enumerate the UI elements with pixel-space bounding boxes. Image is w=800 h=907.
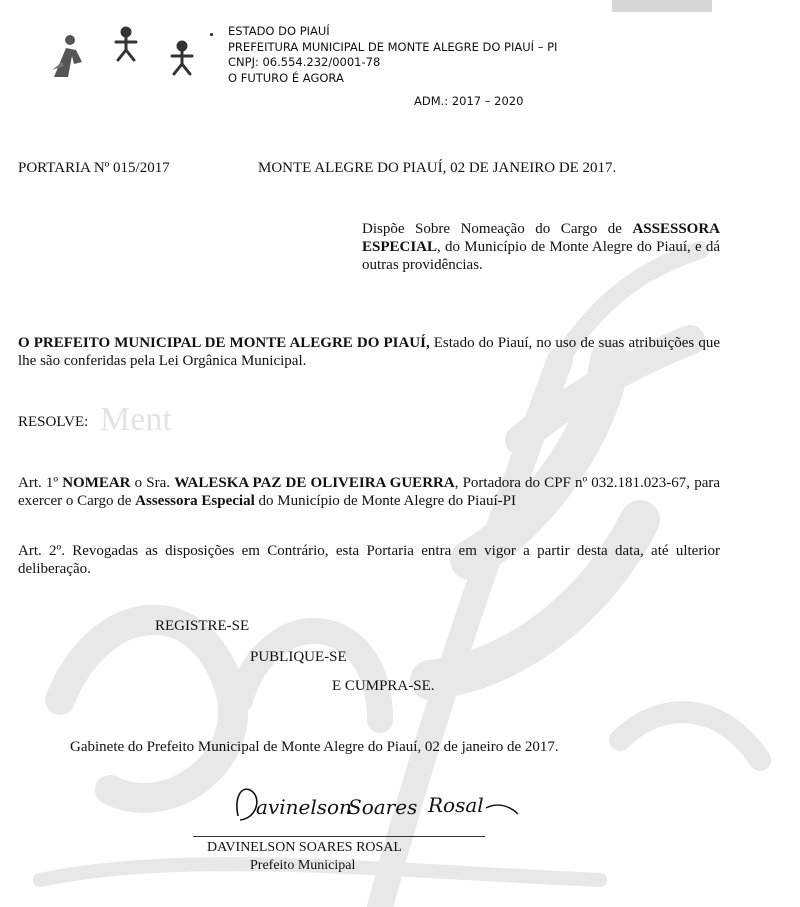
ementa-suffix: , do Município de Monte Alegre do Piauí, e dá outras providências. bbox=[362, 239, 720, 273]
office-date: Gabinete do Prefeito Municipal de Monte Alegre do Piauí, 02 de janeiro de 2017. bbox=[70, 739, 559, 755]
svg-text:Rosal: Rosal bbox=[428, 793, 484, 817]
ementa bbox=[362, 220, 720, 274]
people-logo-icon bbox=[42, 22, 222, 92]
scan-edge-mark bbox=[612, 0, 712, 12]
header-cnpj: CNPJ: 06.554.232/0001-78 bbox=[228, 55, 381, 69]
resolve-heading: RESOLVE: bbox=[18, 414, 89, 430]
portaria-number: PORTARIA Nº 015/2017 bbox=[18, 160, 170, 176]
preamble-rest: Estado do Piauí, no uso de suas atribuições que lhe são conferidas pela Lei Orgânica Municipal. bbox=[18, 335, 720, 369]
letterhead bbox=[228, 24, 557, 86]
svg-text:Soares: Soares bbox=[348, 795, 418, 819]
art1-text-b: , Portadora do CPF nº 032.181.023-67, para exercer o Cargo de bbox=[18, 475, 721, 509]
art1-text-c: do Município de Monte Alegre do Piauí-PI bbox=[254, 493, 516, 509]
closing-registre: REGISTRE-SE bbox=[155, 618, 250, 634]
closing-publique: PUBLIQUE-SE bbox=[250, 649, 347, 665]
art1-role: Assessora Especial bbox=[135, 493, 255, 509]
article-2: Art. 2º. Revogadas as disposições em Contrário, esta Portaria entra em vigor a partir desta data, até ulterior deliberação. bbox=[18, 543, 720, 577]
preamble-bold: O PREFEITO MUNICIPAL DE MONTE ALEGRE DO PIAUÍ, bbox=[18, 335, 430, 351]
header-bullet bbox=[210, 33, 213, 36]
art1-label: Art. 1º bbox=[18, 475, 63, 491]
svg-text:avinelson: avinelson bbox=[256, 795, 352, 819]
signer-role: Prefeito Municipal bbox=[250, 858, 356, 873]
header-state: ESTADO DO PIAUÍ bbox=[228, 24, 330, 38]
ementa-prefix: Dispõe Sobre Nomeação do Cargo de bbox=[362, 221, 622, 237]
article-1 bbox=[18, 474, 720, 510]
signature-line bbox=[193, 836, 485, 837]
signer-name: DAVINELSON SOARES ROSAL bbox=[207, 840, 402, 855]
header-prefeitura: PREFEITURA MUNICIPAL DE MONTE ALEGRE DO PIAUÍ – PI bbox=[228, 39, 558, 54]
signature bbox=[228, 778, 528, 828]
preamble bbox=[18, 334, 720, 370]
svg-text:Ment: Ment bbox=[100, 401, 172, 438]
art1-text-a: o Sra. bbox=[130, 475, 175, 491]
art1-nomear: NOMEAR bbox=[62, 475, 131, 491]
place-date: MONTE ALEGRE DO PIAUÍ, 02 DE JANEIRO DE 2017. bbox=[258, 160, 617, 176]
closing-cumpra: E CUMPRA-SE. bbox=[332, 678, 435, 694]
header-slogan: O FUTURO É AGORA bbox=[228, 70, 344, 85]
art1-nominee: WALESKA PAZ DE OLIVEIRA GUERRA bbox=[174, 475, 455, 491]
ementa-bold: ASSESSORA ESPECIAL bbox=[362, 221, 720, 255]
header-adm: ADM.: 2017 – 2020 bbox=[414, 94, 524, 108]
